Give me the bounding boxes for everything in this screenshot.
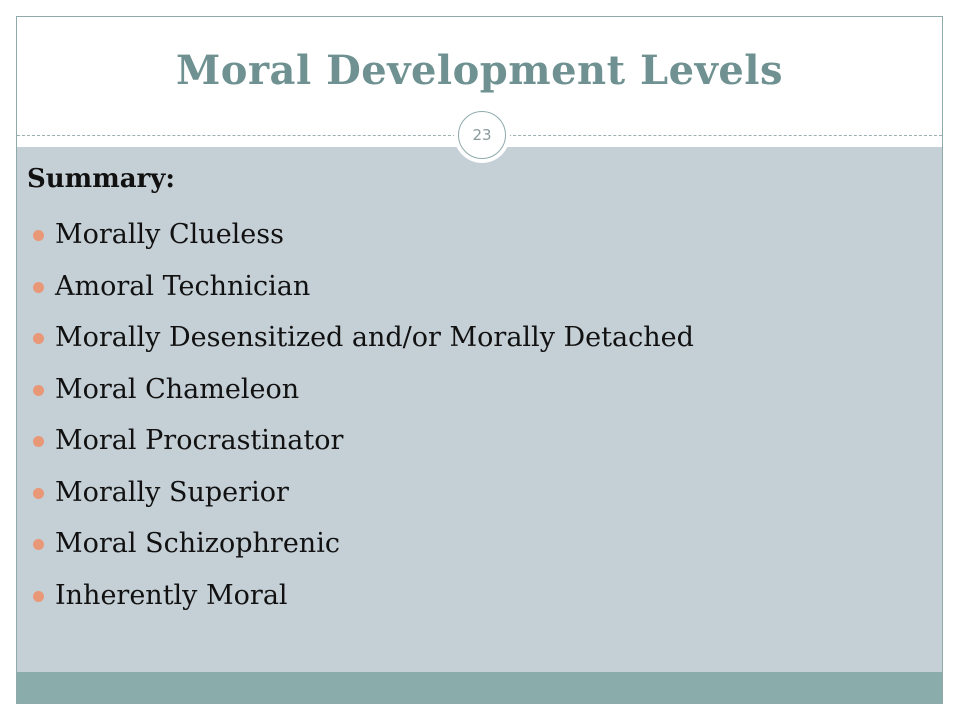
bullet-icon	[33, 333, 44, 344]
footer-band	[17, 672, 942, 704]
slide	[16, 16, 943, 704]
list-item-label: Amoral Technician	[55, 270, 311, 302]
list-item	[27, 209, 907, 261]
slide-title: Moral Development Levels	[176, 47, 783, 94]
slide-number-badge	[454, 107, 510, 163]
list-item	[27, 467, 907, 519]
list-item	[27, 415, 907, 467]
list-item-label: Moral Schizophrenic	[55, 528, 340, 559]
list-item-label: Morally Superior	[55, 476, 289, 508]
bullet-icon	[33, 539, 44, 550]
list-item	[27, 261, 907, 313]
list-item	[27, 312, 907, 364]
list-item-label: Moral Chameleon	[55, 373, 300, 405]
bullet-icon	[33, 436, 44, 447]
summary-list	[27, 209, 907, 621]
list-item	[27, 570, 907, 622]
bullet-icon	[33, 282, 44, 293]
summary-heading: Summary:	[27, 164, 175, 194]
bullet-icon	[33, 230, 44, 241]
bullet-icon	[33, 591, 44, 602]
bullet-icon	[33, 488, 44, 499]
summary-section	[27, 159, 907, 621]
list-item-label: Morally Desensitized and/or Morally Detached	[55, 322, 694, 353]
slide-number: 23	[458, 111, 506, 159]
list-item-label: Morally Clueless	[55, 219, 284, 250]
list-item-label: Moral Procrastinator	[55, 425, 344, 456]
list-item-label: Inherently Moral	[55, 579, 288, 611]
list-item	[27, 364, 907, 416]
bullet-icon	[33, 385, 44, 396]
list-item	[27, 518, 907, 570]
